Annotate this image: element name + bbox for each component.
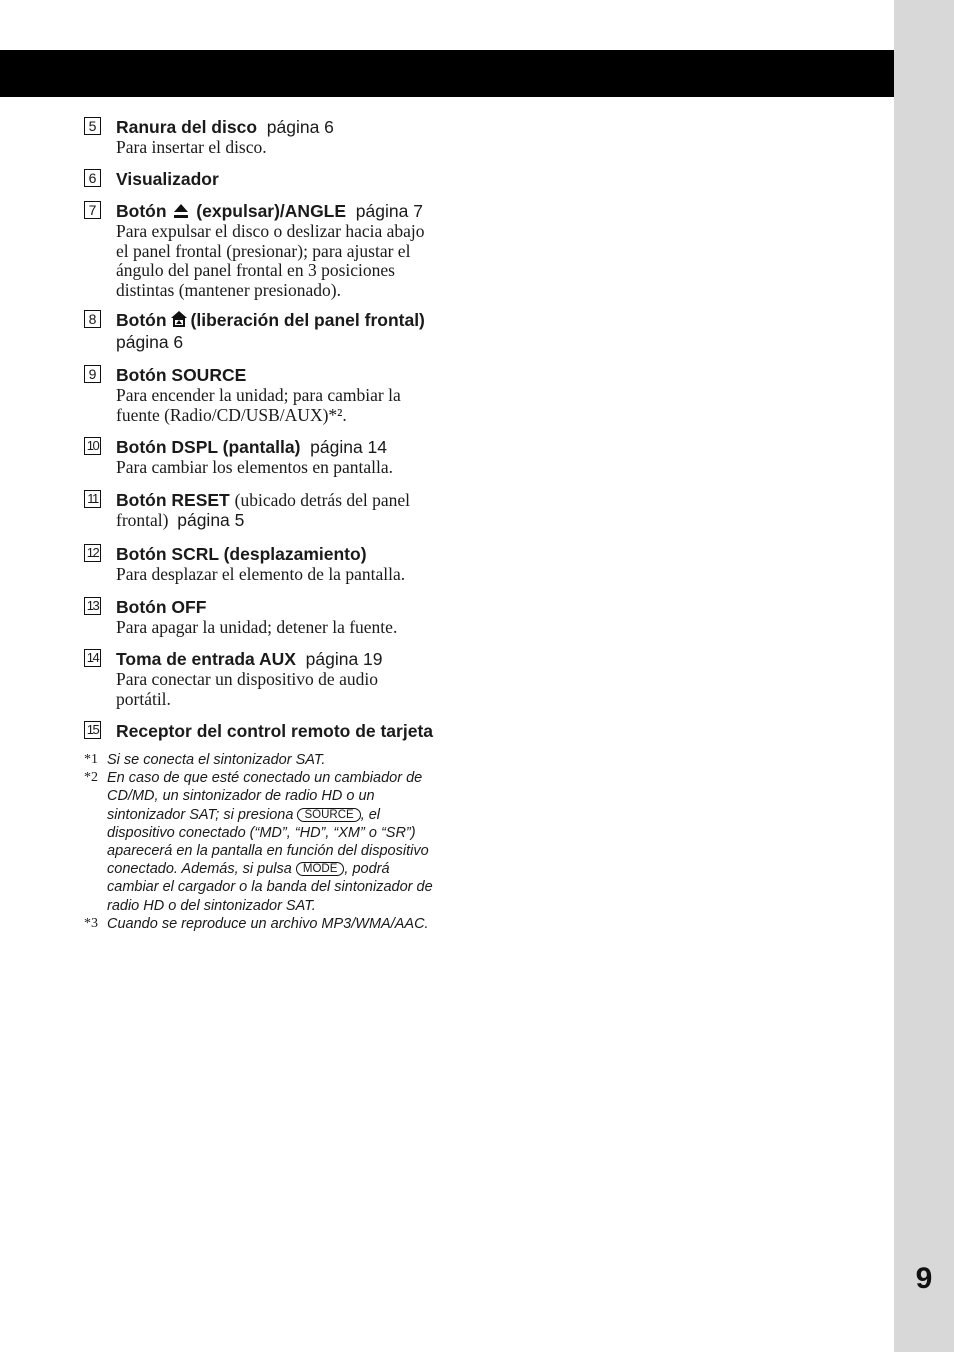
item-number: 15 [84,721,101,739]
item-number: 8 [84,310,101,328]
panel-release-icon [171,311,187,328]
list-item [84,200,484,300]
item-description: Para conectar un dispositivo de audio [116,669,378,689]
footnote [84,915,484,933]
page-reference: página 7 [355,201,423,221]
item-description: Para expulsar el disco o deslizar hacia abajo [116,221,425,241]
page-reference: página 6 [116,332,184,352]
source-key-label: SOURCE [297,808,360,822]
list-item [84,364,484,425]
footnote-mark: *3 [84,915,98,931]
item-number: 12 [84,544,101,562]
item-number: 10 [84,437,101,455]
page-reference: página 19 [305,649,383,669]
item-description: portátil. [116,688,171,709]
list-item [84,436,484,478]
footnote-mark: *1 [84,752,98,767]
list-item [84,168,484,190]
footnote-text: dispositivo conectado (“MD”, “HD”, “XM” o “SR”) [107,824,416,841]
list-item [84,489,484,531]
list-item [84,116,484,158]
list-item [84,720,484,742]
footnote-text: En caso de que esté conectado un cambiador de [107,770,423,787]
item-title: Botón RESET [116,490,230,510]
item-description: Para apagar la unidad; detener la fuente. [116,617,398,637]
item-title-suffix: (expulsar)/ANGLE [196,201,347,221]
item-number: 7 [84,201,101,219]
mode-key-label: MODE [296,862,345,876]
header-bar [0,50,894,97]
footnote-text: CD/MD, un sintonizador de radio HD o un [107,788,375,805]
footnotes [84,751,484,933]
item-description: Para encender la unidad; para cambiar la [116,385,401,405]
item-inline-description: (ubicado detrás del panel [234,490,411,510]
page-reference: página 6 [266,117,334,137]
footnote-text: , podrá [344,861,390,878]
footnote-text: Cuando se reproduce un archivo MP3/WMA/AAC. [107,915,429,932]
item-number: 9 [84,365,101,383]
list-item [84,543,484,585]
item-description: ángulo del panel frontal en 3 posiciones [116,260,395,280]
footnote-text: sintonizador SAT; si presiona [107,806,294,823]
item-title: Receptor del control remoto de tarjeta [116,721,434,741]
item-title: Toma de entrada AUX [116,649,296,669]
item-description: distintas (mantener presionado). [116,279,342,300]
footnote-text: Si se conecta el sintonizador SAT. [107,752,326,768]
side-tab [894,0,954,1352]
item-title: Botón [116,201,167,221]
item-number: 14 [84,649,101,667]
item-title: Botón SOURCE [116,365,247,385]
footnote [84,769,484,915]
footnote-text: radio HD o del sintonizador SAT. [107,897,316,914]
item-description: Para desplazar el elemento de la pantalla. [116,564,406,584]
footnote-text: , el [360,806,381,823]
item-description: Para cambiar los elementos en pantalla. [116,457,393,477]
footnote [84,751,484,769]
list-item [84,309,484,353]
item-description: el panel frontal (presionar); para ajustar el [116,240,411,261]
page-reference: página 5 [177,510,245,530]
item-title: Botón SCRL (desplazamiento) [116,544,367,564]
list-item [84,596,484,638]
item-number: 6 [84,169,101,187]
footnote-mark: *2 [84,770,98,786]
page-reference: página 14 [310,437,388,457]
item-title: Botón OFF [116,597,207,617]
page-number: 9 [915,1262,933,1295]
footnote-text: aparecerá en la pantalla en función del dispositivo [107,843,429,860]
item-description: fuente (Radio/CD/USB/AUX)*². [116,404,347,425]
item-title: Botón DSPL (pantalla) [116,437,301,457]
item-title: Botón [116,310,167,330]
item-number: 5 [84,117,101,135]
item-description: Para insertar el disco. [116,137,267,157]
eject-icon [174,204,188,218]
list-item [84,648,484,709]
item-description: frontal) [116,510,169,530]
item-number: 11 [84,490,101,508]
footnote-text: conectado. Además, si pulsa [107,861,292,878]
item-title: Ranura del disco [116,117,258,137]
item-title-suffix: (liberación del panel frontal) [190,310,425,330]
footnote-text: cambiar el cargador o la banda del sintonizador de [107,879,433,896]
item-title: Visualizador [116,169,219,189]
item-number: 13 [84,597,101,615]
